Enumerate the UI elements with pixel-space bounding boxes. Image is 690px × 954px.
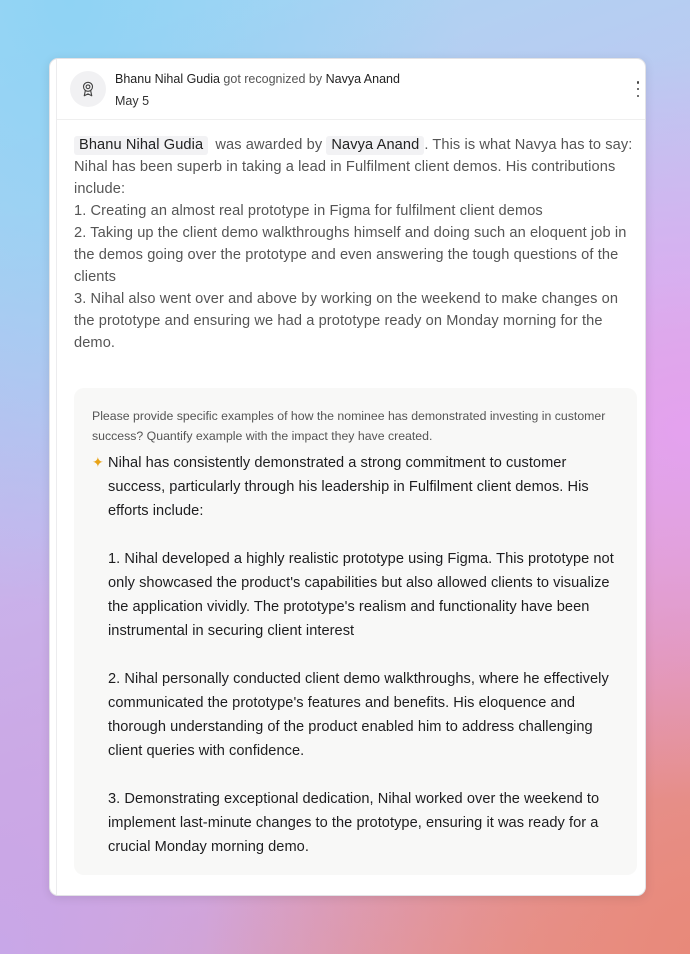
intro-line	[74, 134, 640, 156]
giver-name[interactable]: Navya Anand	[325, 72, 400, 86]
question-text: Please provide specific examples of how the nominee has demonstrated investing in customer success? Quantify example with the impact they have created.	[92, 409, 606, 443]
answer-text: Nihal has consistently demonstrated a strong commitment to customer success, particularly through his leadership in Fulfilment client demos. His efforts include: 1. Nihal developed a highly realistic prototype using Figma. This prototype not only showcased the product's capabilities but also allowed clients to visualize the application vividly. The prototype's realism and functionality have been instrumental in securing client interest 2. Nihal personally conducted client demo walkthroughs, where he effectively communicated the prototype's features and benefits. His eloquence and thorough understanding of the product enabled him to address challenging client queries with confidence. 3. Demonstrating exceptional dedication, Nihal worked over the weekend to implement last-minute changes to the prototype, ensuring it was ready for a crucial Monday morning demo.	[108, 455, 614, 855]
action-text: got recognized by	[223, 72, 323, 86]
card-header	[57, 59, 645, 120]
giver-chip[interactable]: Navya Anand	[326, 136, 424, 155]
recipient-chip[interactable]: Bhanu Nihal Gudia	[74, 136, 208, 155]
header-recognition-line	[115, 72, 400, 86]
avatar	[70, 71, 106, 107]
award-ribbon-icon	[79, 80, 97, 98]
message-item: 1. Creating an almost real prototype in Figma for fulfilment client demos	[74, 203, 543, 219]
awarded-by-text: was awarded by	[215, 137, 323, 153]
question-answer-panel	[74, 388, 637, 875]
post-date: May 5	[115, 94, 150, 108]
kebab-menu-icon[interactable]	[633, 81, 643, 97]
sparkle-icon: ✦	[92, 454, 104, 470]
message-item: 2. Taking up the client demo walkthroughs himself and doing such an eloquent job in the demos going over the prototype and even answering the tough questions of the clients	[74, 225, 627, 285]
recognition-card	[49, 58, 646, 896]
recognition-message	[74, 134, 640, 354]
message-item: 3. Nihal also went over and above by working on the weekend to make changes on the prototype and ensuring we had a prototype ready on Monday morning for the demo.	[74, 291, 619, 351]
answer-block	[92, 451, 622, 859]
intro-suffix: . This is what Navya has to say:	[424, 137, 633, 153]
recipient-name[interactable]: Bhanu Nihal Gudia	[115, 72, 220, 86]
message-line: Nihal has been superb in taking a lead in Fulfilment client demos. His contributions include:	[74, 159, 616, 197]
